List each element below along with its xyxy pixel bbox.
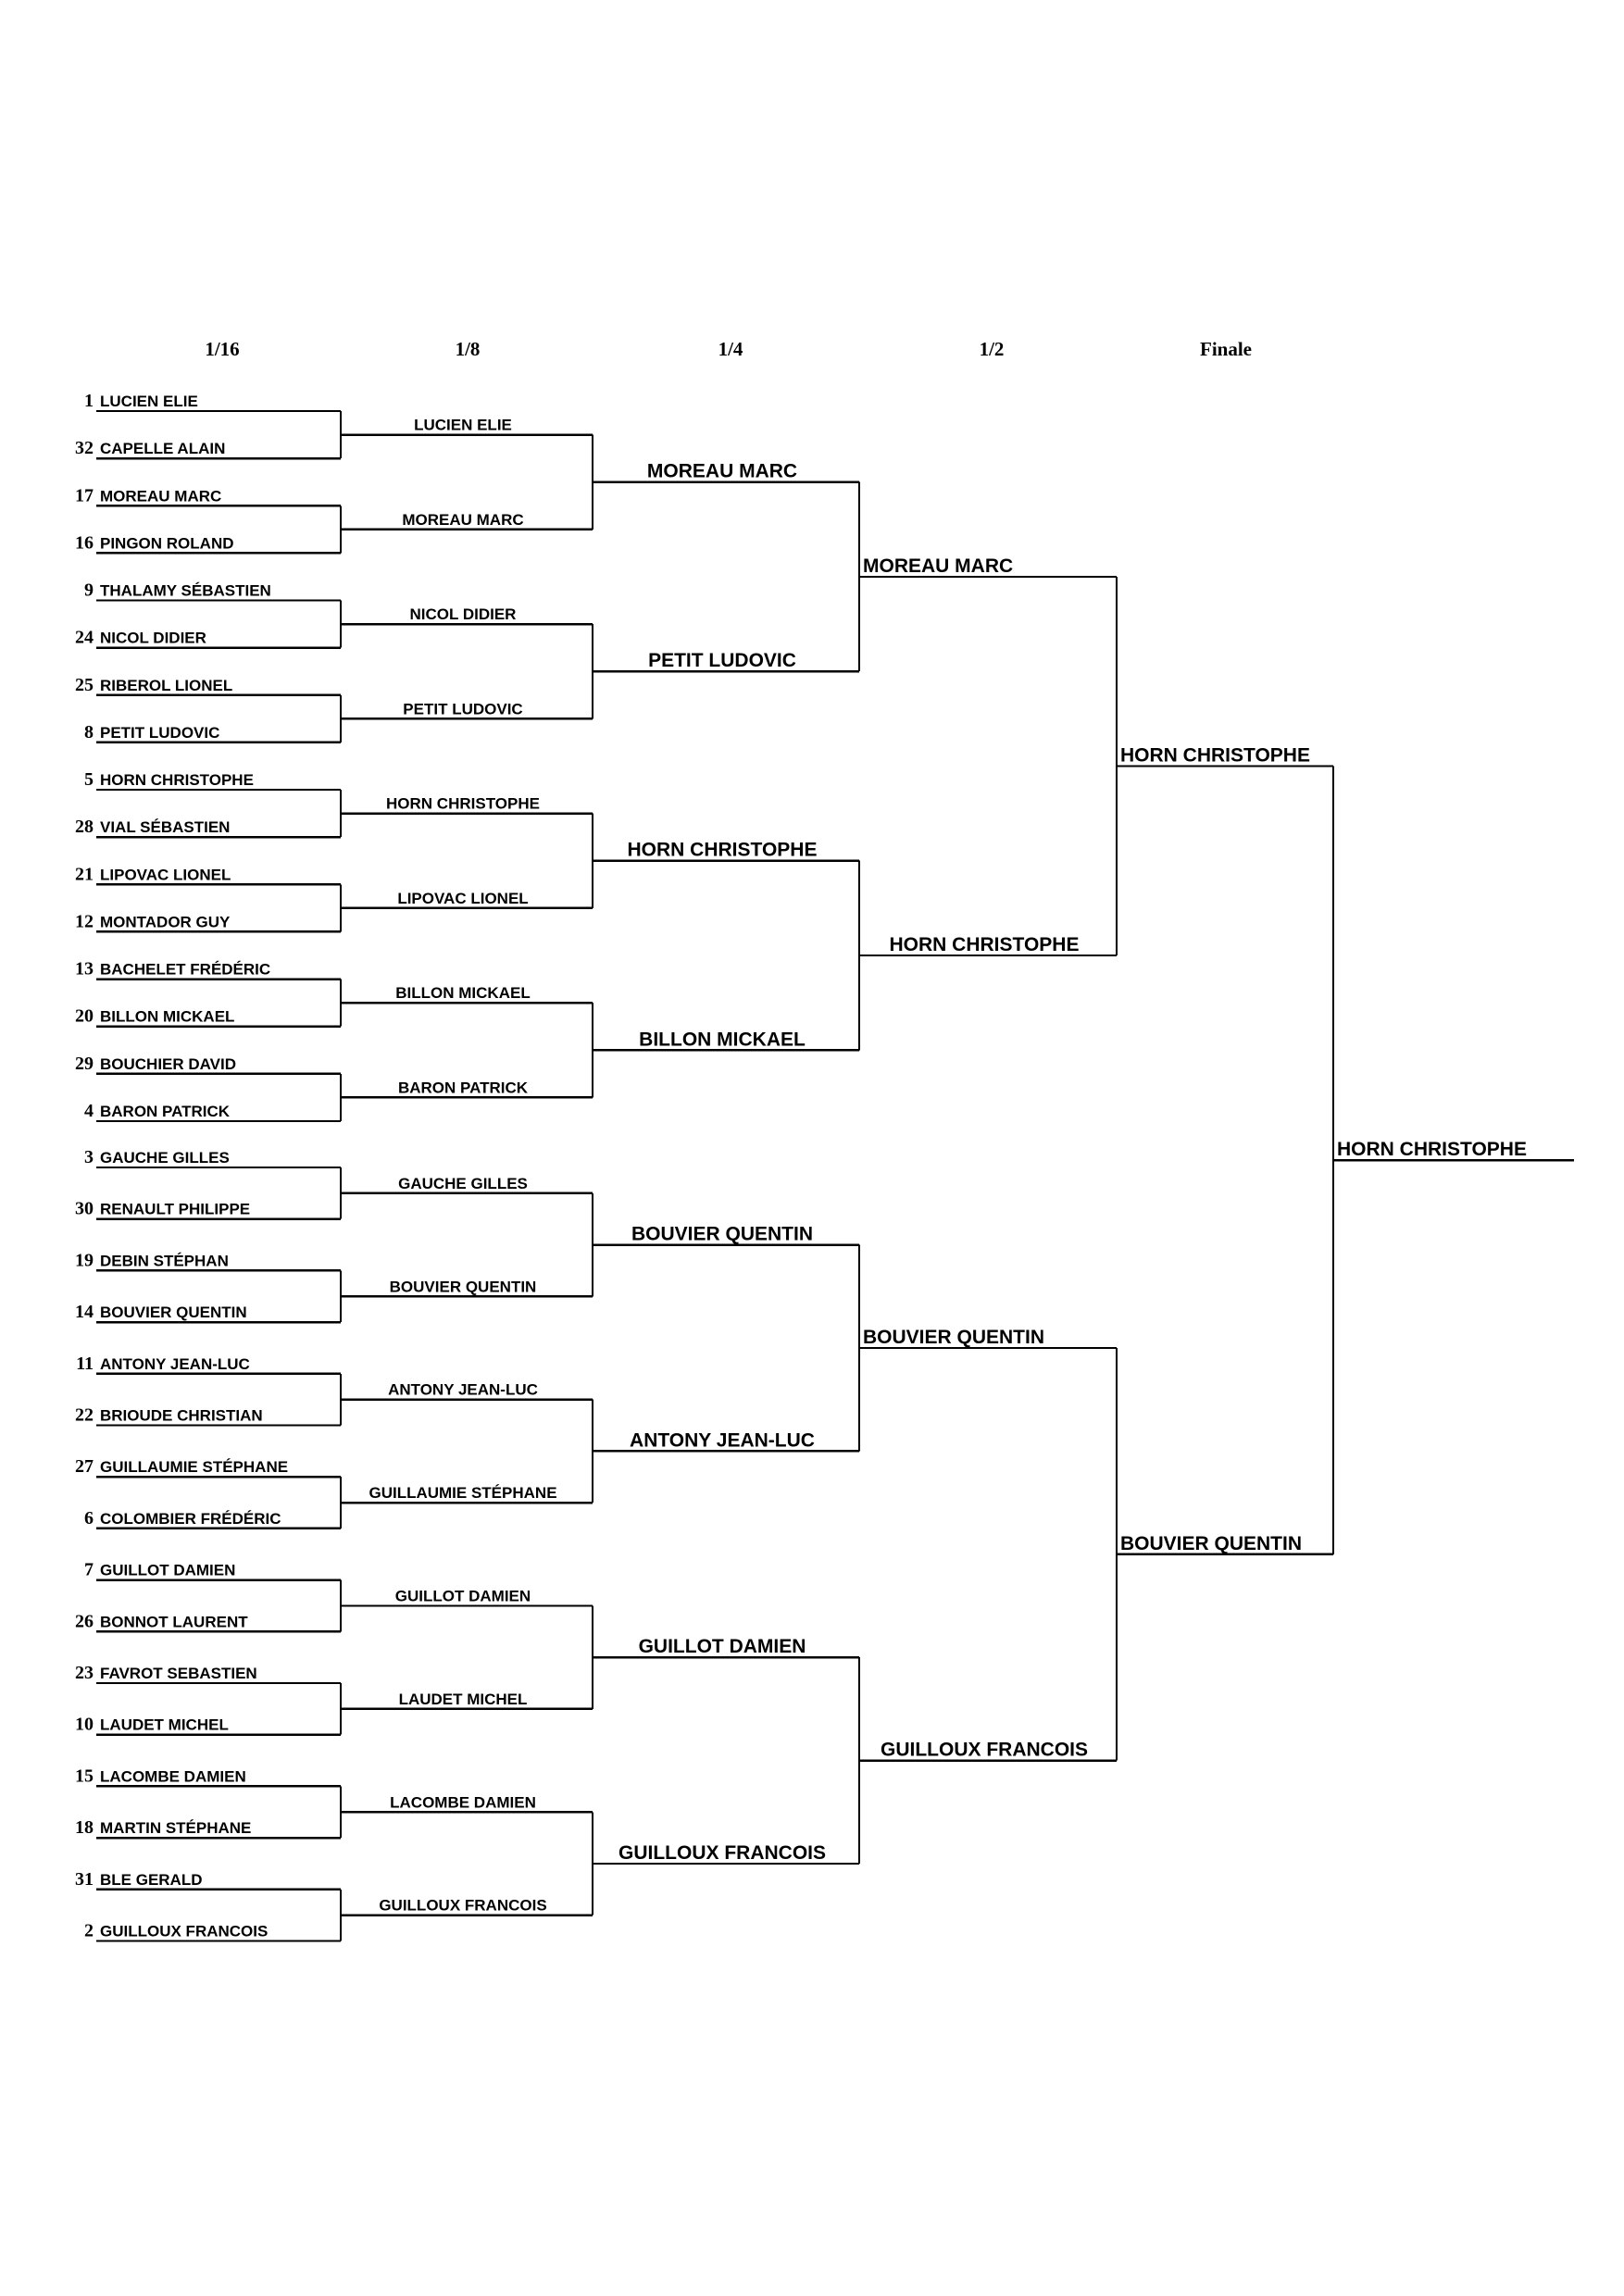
seed-number: 5 <box>84 769 94 791</box>
first-round-player-name: BOUVIER QUENTIN <box>100 1304 247 1322</box>
first-round-player-name: RIBEROL LIONEL <box>100 676 233 694</box>
round-of-16-player-name: ANTONY JEAN-LUC <box>388 1380 538 1399</box>
round-of-16-player-name: LUCIEN ELIE <box>414 416 512 434</box>
quarterfinal-player-name: ANTONY JEAN-LUC <box>630 1429 815 1452</box>
seed-number: 31 <box>75 1868 94 1890</box>
semifinal-player-name: GUILLOUX FRANCOIS <box>881 1739 1088 1761</box>
seed-number: 26 <box>75 1611 94 1632</box>
first-round-player-name: BOUCHIER DAVID <box>100 1054 237 1073</box>
quarterfinal-player-name: HORN CHRISTOPHE <box>627 839 818 861</box>
seed-number: 2 <box>84 1920 94 1941</box>
first-round-player-name: FAVROT SEBASTIEN <box>100 1665 257 1682</box>
round-of-16-player-name: BILLON MICKAEL <box>395 984 531 1003</box>
round-of-16-player-name: BARON PATRICK <box>397 1079 529 1097</box>
first-round-player-name: BACHELET FRÉDÉRIC <box>100 960 271 979</box>
first-round-player-name: VIAL SÉBASTIEN <box>100 818 231 837</box>
seed-number: 3 <box>84 1147 94 1167</box>
round-of-16-player-name: GUILLAUMIE STÉPHANE <box>369 1484 557 1503</box>
first-round-player-name: THALAMY SÉBASTIEN <box>100 581 271 600</box>
seed-number: 6 <box>84 1507 94 1529</box>
seed-number: 11 <box>76 1353 94 1374</box>
first-round-player-name: BRIOUDE CHRISTIAN <box>100 1406 263 1425</box>
round-header: 1/16 <box>205 338 240 360</box>
round-of-16-player-name: MOREAU MARC <box>402 510 524 529</box>
quarterfinal-player-name: BOUVIER QUENTIN <box>631 1223 814 1245</box>
quarterfinal-player-name: GUILLOT DAMIEN <box>638 1636 806 1658</box>
first-round-player-name: BONNOT LAURENT <box>100 1613 248 1631</box>
seed-number: 10 <box>75 1714 94 1735</box>
seed-number: 8 <box>84 721 94 742</box>
first-round-player-name: PINGON ROLAND <box>100 534 234 553</box>
seed-number: 9 <box>84 580 94 601</box>
seed-number: 1 <box>84 391 94 411</box>
seed-number: 13 <box>75 958 94 980</box>
seed-number: 12 <box>75 911 94 932</box>
round-header: 1/8 <box>455 338 481 360</box>
first-round-player-name: MARTIN STÉPHANE <box>100 1819 252 1838</box>
semifinal-player-name: BOUVIER QUENTIN <box>863 1326 1045 1348</box>
seed-number: 25 <box>75 674 94 695</box>
first-round-player-name: NICOL DIDIER <box>100 629 206 647</box>
seed-number: 19 <box>75 1250 94 1271</box>
round-of-16-player-name: GUILLOT DAMIEN <box>394 1587 531 1605</box>
seed-number: 17 <box>75 485 94 506</box>
seed-number: 32 <box>75 438 94 459</box>
round-of-16-player-name: GUILLOUX FRANCOIS <box>379 1896 547 1915</box>
seed-number: 21 <box>75 864 94 885</box>
seed-number: 18 <box>75 1817 94 1839</box>
winner-name: HORN CHRISTOPHE <box>1337 1139 1527 1161</box>
round-of-16-player-name: LACOMBE DAMIEN <box>390 1793 536 1812</box>
round-of-16-player-name: BOUVIER QUENTIN <box>389 1278 537 1296</box>
seed-number: 22 <box>75 1404 94 1426</box>
seed-number: 4 <box>84 1100 94 1121</box>
finalist-name: HORN CHRISTOPHE <box>1120 744 1310 767</box>
quarterfinal-player-name: MOREAU MARC <box>646 460 798 482</box>
first-round-player-name: GUILLOT DAMIEN <box>100 1561 236 1579</box>
first-round-player-name: HORN CHRISTOPHE <box>100 771 254 790</box>
round-of-16-player-name: PETIT LUDOVIC <box>403 700 523 718</box>
seed-number: 14 <box>75 1302 94 1323</box>
semifinal-player-name: MOREAU MARC <box>863 555 1014 577</box>
seed-number: 27 <box>75 1456 94 1478</box>
first-round-player-name: COLOMBIER FRÉDÉRIC <box>100 1509 281 1528</box>
first-round-player-name: LACOMBE DAMIEN <box>100 1767 246 1786</box>
first-round-player-name: BLE GERALD <box>100 1870 203 1889</box>
seed-number: 16 <box>75 532 94 554</box>
round-header: 1/2 <box>979 338 1005 360</box>
round-of-16-player-name: NICOL DIDIER <box>409 605 517 624</box>
first-round-player-name: GAUCHE GILLES <box>100 1149 230 1167</box>
first-round-player-name: CAPELLE ALAIN <box>100 440 226 458</box>
first-round-player-name: BILLON MICKAEL <box>100 1007 235 1026</box>
seed-number: 7 <box>84 1559 94 1580</box>
first-round-player-name: PETIT LUDOVIC <box>100 723 220 742</box>
seed-number: 24 <box>75 627 94 648</box>
seed-number: 29 <box>75 1053 94 1074</box>
quarterfinal-player-name: PETIT LUDOVIC <box>648 650 796 672</box>
first-round-player-name: MOREAU MARC <box>100 487 222 505</box>
seed-number: 20 <box>75 1005 94 1027</box>
seed-number: 23 <box>75 1663 94 1683</box>
quarterfinal-player-name: GUILLOUX FRANCOIS <box>618 1841 826 1864</box>
first-round-player-name: MONTADOR GUY <box>100 913 231 931</box>
first-round-player-name: GUILLOUX FRANCOIS <box>100 1922 269 1940</box>
first-round-player-name: DEBIN STÉPHAN <box>100 1252 229 1270</box>
round-header: 1/4 <box>718 338 743 360</box>
first-round-player-name: GUILLAUMIE STÉPHANE <box>100 1458 289 1477</box>
quarterfinal-player-name: BILLON MICKAEL <box>639 1029 806 1051</box>
semifinal-player-name: HORN CHRISTOPHE <box>889 933 1080 955</box>
seed-number: 15 <box>75 1766 94 1787</box>
round-of-16-player-name: GAUCHE GILLES <box>398 1174 528 1192</box>
first-round-player-name: BARON PATRICK <box>100 1102 231 1120</box>
seed-number: 30 <box>75 1198 94 1219</box>
first-round-player-name: LIPOVAC LIONEL <box>100 866 231 884</box>
first-round-player-name: ANTONY JEAN-LUC <box>100 1354 250 1373</box>
round-of-16-player-name: LIPOVAC LIONEL <box>397 889 529 907</box>
round-of-16-player-name: LAUDET MICHEL <box>398 1690 528 1708</box>
first-round-player-name: LAUDET MICHEL <box>100 1716 229 1734</box>
seed-number: 28 <box>75 817 94 838</box>
first-round-player-name: LUCIEN ELIE <box>100 393 198 410</box>
round-of-16-player-name: HORN CHRISTOPHE <box>386 794 540 813</box>
round-header: Finale <box>1200 338 1252 360</box>
first-round-player-name: RENAULT PHILIPPE <box>100 1200 251 1218</box>
finalist-name: BOUVIER QUENTIN <box>1120 1532 1303 1554</box>
